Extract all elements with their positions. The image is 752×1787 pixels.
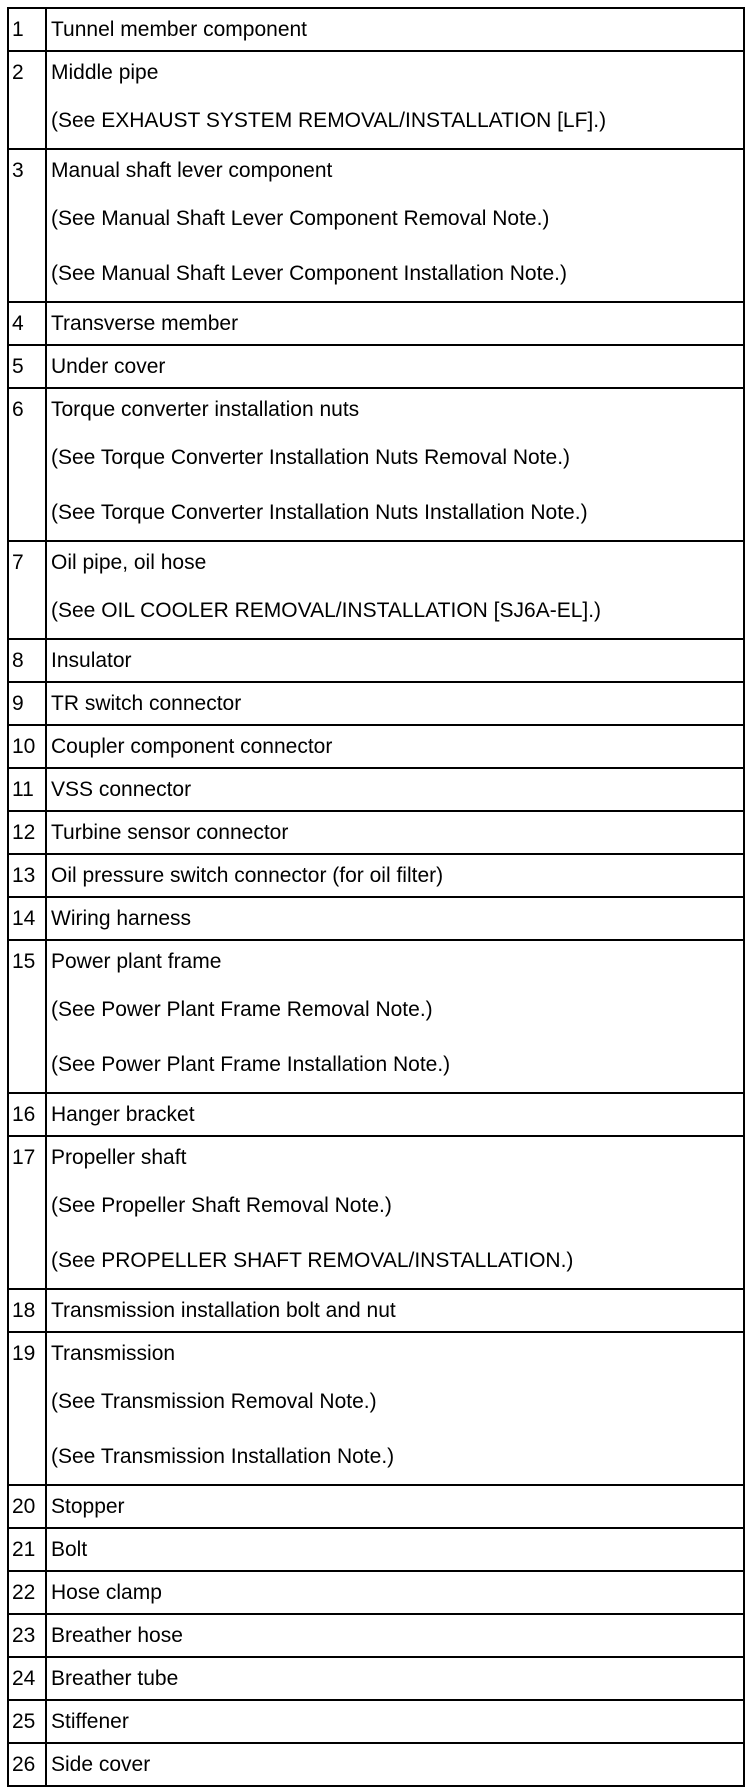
table-row [8, 1136, 744, 1289]
item-number-cell [8, 1614, 46, 1657]
item-name: Breather hose [51, 1624, 183, 1647]
item-name: Torque converter installation nuts [51, 398, 360, 421]
item-reference-note: (See Manual Shaft Lever Component Removal Note.) [51, 207, 550, 230]
table-row [8, 1528, 744, 1571]
item-number-cell [8, 1289, 46, 1332]
table-row [8, 1614, 744, 1657]
table-row [8, 1657, 744, 1700]
item-name: Tunnel member component [51, 18, 308, 41]
table-row [8, 1289, 744, 1332]
item-number-cell [8, 388, 46, 541]
item-description-cell [46, 1743, 744, 1786]
item-number-cell [8, 149, 46, 302]
item-description-cell [46, 940, 744, 1093]
item-description-cell [46, 345, 744, 388]
item-name: Under cover [51, 355, 166, 378]
item-number-cell [8, 8, 46, 51]
item-number-cell [8, 682, 46, 725]
item-name: Hose clamp [51, 1581, 162, 1604]
item-number: 13 [12, 864, 36, 887]
item-reference-note: (See Power Plant Frame Removal Note.) [51, 998, 433, 1021]
table-row [8, 940, 744, 1093]
item-description-cell [46, 541, 744, 639]
item-name: Side cover [51, 1753, 151, 1776]
table-row [8, 8, 744, 51]
component-table [7, 7, 745, 1787]
item-description-cell [46, 768, 744, 811]
item-name: Middle pipe [51, 61, 159, 84]
item-name: Transverse member [51, 312, 239, 335]
item-number-cell [8, 725, 46, 768]
item-reference-note: (See EXHAUST SYSTEM REMOVAL/INSTALLATION [LF].) [51, 109, 607, 132]
item-number-cell [8, 1743, 46, 1786]
item-reference-note: (See OIL COOLER REMOVAL/INSTALLATION [SJ6A-EL].) [51, 599, 602, 622]
table-row [8, 639, 744, 682]
table-row [8, 768, 744, 811]
item-name: Power plant frame [51, 950, 222, 973]
item-name: Hanger bracket [51, 1103, 195, 1126]
table-row [8, 1743, 744, 1786]
item-number-cell [8, 302, 46, 345]
table-row [8, 811, 744, 854]
item-number: 7 [12, 551, 24, 574]
item-number: 17 [12, 1146, 36, 1169]
item-number-cell [8, 768, 46, 811]
table-row [8, 897, 744, 940]
item-reference-note: (See Transmission Removal Note.) [51, 1390, 377, 1413]
item-number-cell [8, 1485, 46, 1528]
item-name: Insulator [51, 649, 132, 672]
table-row [8, 1485, 744, 1528]
item-reference-note: (See Torque Converter Installation Nuts Installation Note.) [51, 501, 588, 524]
item-number: 26 [12, 1753, 36, 1776]
item-reference-note: (See Manual Shaft Lever Component Installation Note.) [51, 262, 567, 285]
item-description-cell [46, 1657, 744, 1700]
table-row [8, 345, 744, 388]
item-number: 23 [12, 1624, 36, 1647]
table-row [8, 854, 744, 897]
item-number-cell [8, 1136, 46, 1289]
table-row [8, 541, 744, 639]
item-name: Oil pipe, oil hose [51, 551, 207, 574]
component-table-body [8, 8, 744, 1786]
item-reference-note: (See PROPELLER SHAFT REMOVAL/INSTALLATION.) [51, 1249, 574, 1272]
item-name: TR switch connector [51, 692, 242, 715]
item-name: Transmission installation bolt and nut [51, 1299, 396, 1322]
item-description-cell [46, 149, 744, 302]
item-number-cell [8, 1700, 46, 1743]
item-description-cell [46, 682, 744, 725]
item-description-cell [46, 1528, 744, 1571]
table-row [8, 1332, 744, 1485]
item-number: 22 [12, 1581, 36, 1604]
item-description-cell [46, 1332, 744, 1485]
item-number: 24 [12, 1667, 36, 1690]
item-description-cell [46, 51, 744, 149]
item-name: Stopper [51, 1495, 125, 1518]
item-number-cell [8, 1528, 46, 1571]
table-row [8, 149, 744, 302]
item-description-cell [46, 725, 744, 768]
item-number: 18 [12, 1299, 36, 1322]
item-number-cell [8, 1571, 46, 1614]
item-description-cell [46, 1571, 744, 1614]
item-description-cell [46, 388, 744, 541]
item-number: 14 [12, 907, 36, 930]
item-number-cell [8, 1093, 46, 1136]
table-row [8, 388, 744, 541]
item-number: 5 [12, 355, 24, 378]
item-description-cell [46, 8, 744, 51]
item-number: 10 [12, 735, 36, 758]
item-name: Oil pressure switch connector (for oil filter) [51, 864, 444, 887]
item-name: Coupler component connector [51, 735, 333, 758]
item-number: 19 [12, 1342, 36, 1365]
item-name: Stiffener [51, 1710, 129, 1733]
item-name: Manual shaft lever component [51, 159, 333, 182]
item-name: Bolt [51, 1538, 88, 1561]
item-description-cell [46, 897, 744, 940]
item-description-cell [46, 1289, 744, 1332]
item-number-cell [8, 1657, 46, 1700]
table-row [8, 1571, 744, 1614]
table-row [8, 1700, 744, 1743]
item-name: Transmission [51, 1342, 176, 1365]
item-number-cell [8, 811, 46, 854]
item-number: 1 [12, 18, 24, 41]
item-description-cell [46, 854, 744, 897]
item-number: 11 [12, 778, 34, 801]
item-number: 20 [12, 1495, 36, 1518]
item-number-cell [8, 345, 46, 388]
item-description-cell [46, 1136, 744, 1289]
item-description-cell [46, 811, 744, 854]
item-number: 25 [12, 1710, 36, 1733]
item-number-cell [8, 940, 46, 1093]
item-description-cell [46, 1485, 744, 1528]
item-reference-note: (See Transmission Installation Note.) [51, 1445, 395, 1468]
item-description-cell [46, 1700, 744, 1743]
item-number: 15 [12, 950, 36, 973]
item-number-cell [8, 51, 46, 149]
item-number-cell [8, 541, 46, 639]
item-number-cell [8, 897, 46, 940]
table-row [8, 51, 744, 149]
item-number: 9 [12, 692, 24, 715]
item-number-cell [8, 854, 46, 897]
item-name: Wiring harness [51, 907, 192, 930]
item-number: 3 [12, 159, 24, 182]
item-number: 21 [12, 1538, 36, 1561]
item-reference-note: (See Propeller Shaft Removal Note.) [51, 1194, 392, 1217]
item-number: 12 [12, 821, 36, 844]
item-description-cell [46, 639, 744, 682]
item-number: 6 [12, 398, 24, 421]
item-name: Propeller shaft [51, 1146, 187, 1169]
table-row [8, 1093, 744, 1136]
item-name: VSS connector [51, 778, 192, 801]
item-name: Breather tube [51, 1667, 179, 1690]
item-number: 4 [12, 312, 24, 335]
table-row [8, 725, 744, 768]
item-number: 8 [12, 649, 24, 672]
item-number: 16 [12, 1103, 36, 1126]
item-number: 2 [12, 61, 24, 84]
item-description-cell [46, 302, 744, 345]
item-number-cell [8, 1332, 46, 1485]
table-row [8, 682, 744, 725]
item-description-cell [46, 1614, 744, 1657]
table-row [8, 302, 744, 345]
item-number-cell [8, 639, 46, 682]
item-name: Turbine sensor connector [51, 821, 289, 844]
item-description-cell [46, 1093, 744, 1136]
item-reference-note: (See Torque Converter Installation Nuts Removal Note.) [51, 446, 571, 469]
item-reference-note: (See Power Plant Frame Installation Note.) [51, 1053, 451, 1076]
